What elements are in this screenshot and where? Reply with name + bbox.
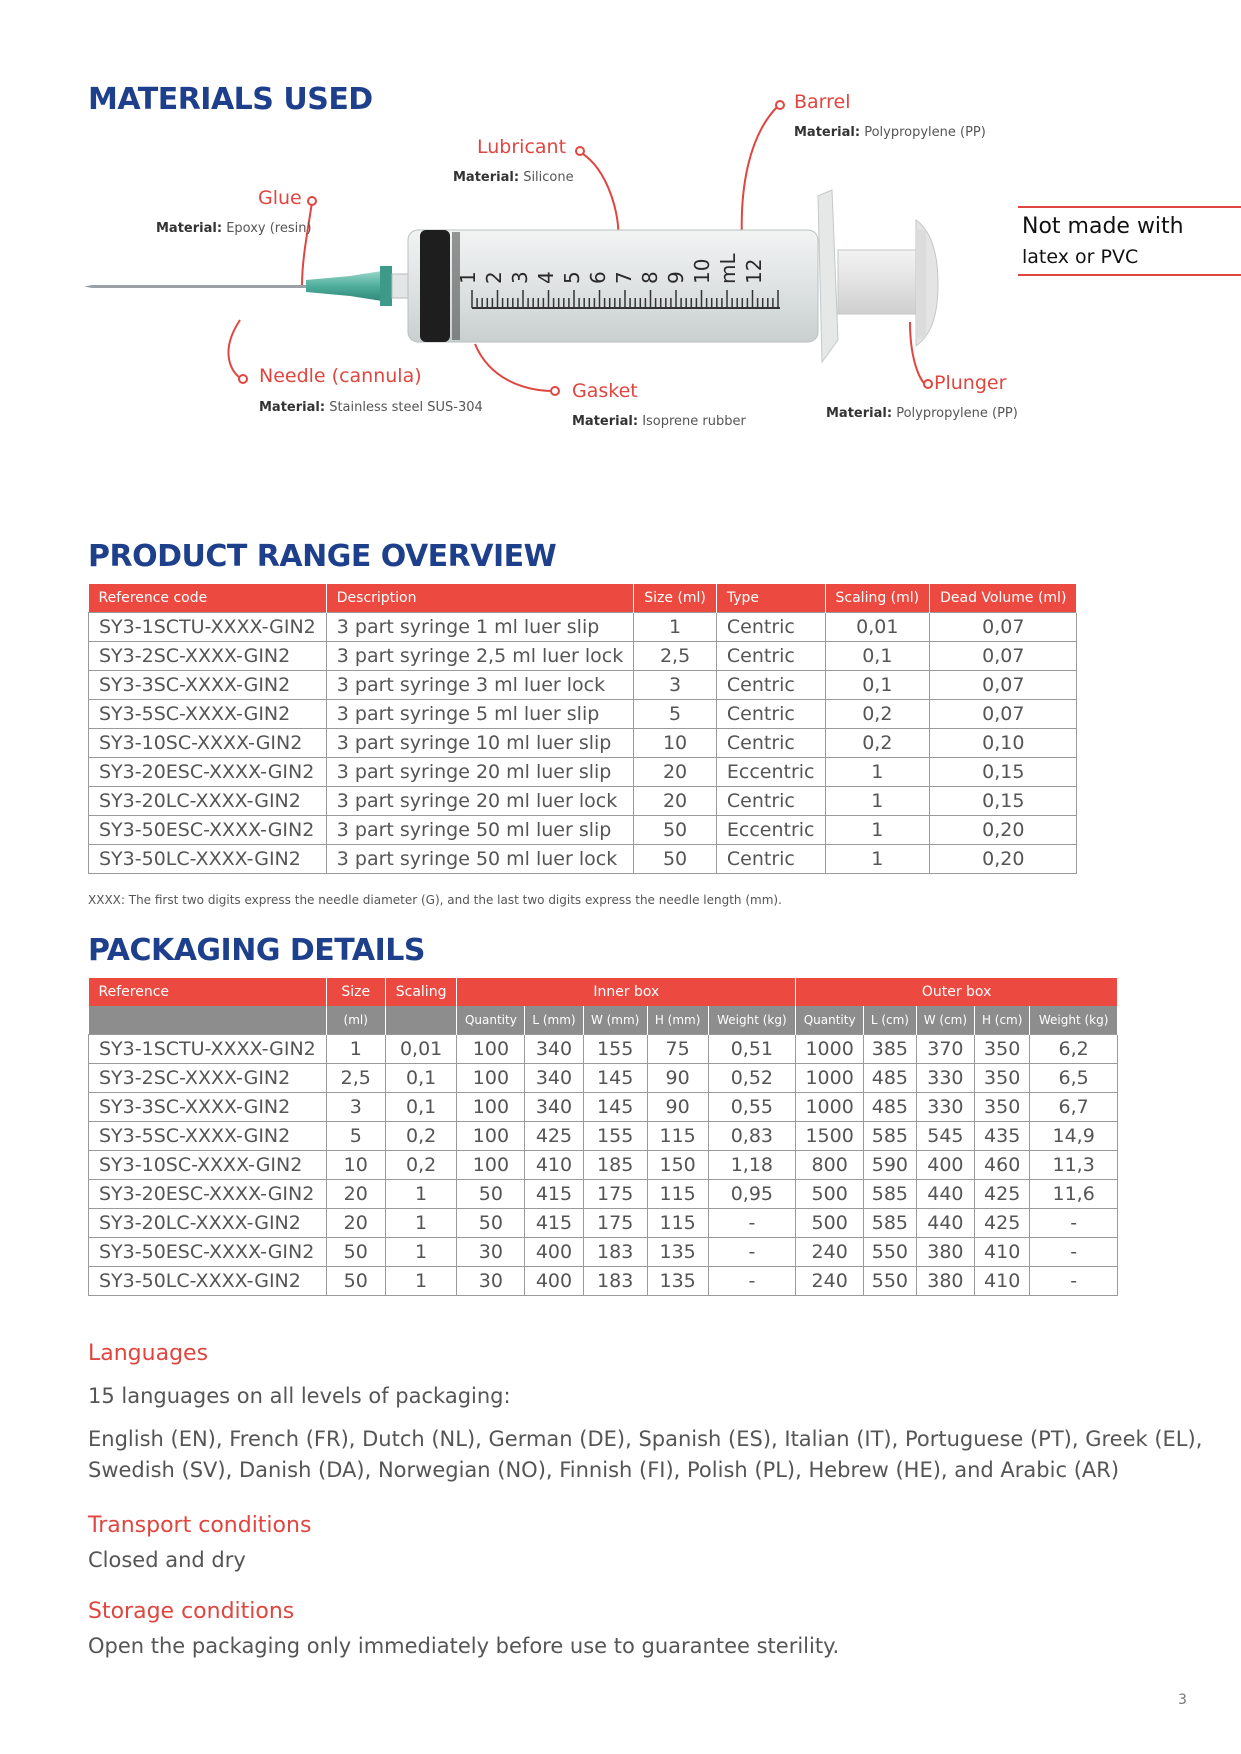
table-cell: 1000 <box>796 1093 864 1122</box>
table-cell: 0,07 <box>930 700 1077 729</box>
table-cell: 0,01 <box>385 1035 457 1064</box>
table-cell: 440 <box>916 1209 974 1238</box>
table-cell: Centric <box>716 613 825 642</box>
table-cell: 2,5 <box>326 1064 385 1093</box>
table-cell: 460 <box>975 1151 1030 1180</box>
col-scaling: Scaling (ml) <box>825 584 930 613</box>
table-cell: 0,1 <box>385 1093 457 1122</box>
table-cell: 30 <box>457 1238 525 1267</box>
table-cell: 800 <box>796 1151 864 1180</box>
scale-number: 5 <box>560 271 584 284</box>
storage-text: Open the packaging only immediately before use to guarantee sterility. <box>88 1634 840 1658</box>
product-range-title: PRODUCT RANGE OVERVIEW <box>88 539 557 574</box>
table-cell: 3 part syringe 10 ml luer slip <box>326 729 634 758</box>
table-cell: 100 <box>457 1064 525 1093</box>
barrel-label: Barrel <box>794 91 851 113</box>
table-row <box>89 700 1077 729</box>
table-row <box>89 1209 1118 1238</box>
table-cell: 340 <box>525 1064 583 1093</box>
table-cell: SY3-2SC-XXXX-GIN2 <box>89 642 327 671</box>
languages-title: Languages <box>88 1341 209 1366</box>
scale-number: 3 <box>508 271 532 284</box>
table-cell: SY3-50ESC-XXXX-GIN2 <box>89 1238 327 1267</box>
table-cell: 410 <box>525 1151 583 1180</box>
table-cell: 1 <box>385 1209 457 1238</box>
table-cell: 1 <box>825 787 930 816</box>
plunger-rod <box>838 250 918 314</box>
table-cell: 3 part syringe 50 ml luer slip <box>326 816 634 845</box>
barrel-shape <box>408 230 818 342</box>
table-row <box>89 671 1077 700</box>
table-cell: 240 <box>796 1238 864 1267</box>
page-number: 3 <box>1178 1692 1187 1708</box>
table-cell: 100 <box>457 1035 525 1064</box>
pk-sub-outer-w: W (cm) <box>916 1006 974 1035</box>
scale-number: mL <box>716 253 740 284</box>
table-cell: 1500 <box>796 1122 864 1151</box>
plunger-label: Plunger <box>934 372 1007 394</box>
table-cell: 0,1 <box>385 1064 457 1093</box>
table-cell: - <box>708 1238 796 1267</box>
table-cell: 6,5 <box>1030 1064 1118 1093</box>
glue-material: Material: Epoxy (resin) <box>156 221 312 236</box>
table-cell: 20 <box>326 1180 385 1209</box>
table-row <box>89 613 1077 642</box>
table-row <box>89 1035 1118 1064</box>
table-cell: 150 <box>647 1151 708 1180</box>
table-cell: 50 <box>457 1209 525 1238</box>
table-cell: 0,07 <box>930 671 1077 700</box>
table-cell: SY3-20LC-XXXX-GIN2 <box>89 787 327 816</box>
scale-number: 1 <box>456 271 480 284</box>
pk-sub-empty <box>89 1006 327 1035</box>
pk-sub-outer-qty: Quantity <box>796 1006 864 1035</box>
table-cell: 415 <box>525 1180 583 1209</box>
table-cell: 11,3 <box>1030 1151 1118 1180</box>
table-cell: 100 <box>457 1122 525 1151</box>
not-made-line1: Not made with <box>1022 214 1184 239</box>
table-cell: 3 part syringe 20 ml luer slip <box>326 758 634 787</box>
pk-sub-outer-h: H (cm) <box>975 1006 1030 1035</box>
table-cell: 1 <box>385 1238 457 1267</box>
scale-number: 9 <box>664 271 688 284</box>
table-cell: 115 <box>647 1209 708 1238</box>
table-cell: 183 <box>583 1267 647 1296</box>
col-dead-volume: Dead Volume (ml) <box>930 584 1077 613</box>
materials-title: MATERIALS USED <box>88 82 373 117</box>
table-cell: 585 <box>864 1122 917 1151</box>
table-cell: 425 <box>975 1209 1030 1238</box>
table-cell: Centric <box>716 642 825 671</box>
table-cell: 240 <box>796 1267 864 1296</box>
table-cell: 20 <box>634 787 717 816</box>
table-cell: 0,55 <box>708 1093 796 1122</box>
table-row <box>89 1064 1118 1093</box>
glue-leader <box>302 202 312 286</box>
table-cell: 425 <box>525 1122 583 1151</box>
table-cell: 3 <box>634 671 717 700</box>
table-cell: 3 part syringe 1 ml luer slip <box>326 613 634 642</box>
table-cell: - <box>1030 1209 1118 1238</box>
table-cell: 20 <box>326 1209 385 1238</box>
table-cell: 0,2 <box>825 700 930 729</box>
hub-shape <box>306 270 388 302</box>
pk-sub-inner-qty: Quantity <box>457 1006 525 1035</box>
table-cell: 0,15 <box>930 758 1077 787</box>
table-cell: 0,95 <box>708 1180 796 1209</box>
table-cell: 590 <box>864 1151 917 1180</box>
table-cell: 400 <box>916 1151 974 1180</box>
table-cell: 0,07 <box>930 642 1077 671</box>
table-cell: 185 <box>583 1151 647 1180</box>
table-cell: SY3-3SC-XXXX-GIN2 <box>89 671 327 700</box>
table-cell: 14,9 <box>1030 1122 1118 1151</box>
table-row <box>89 642 1077 671</box>
table-cell: 90 <box>647 1064 708 1093</box>
transport-title: Transport conditions <box>88 1513 312 1538</box>
table-cell: 0,15 <box>930 787 1077 816</box>
pk-sub-size-unit: (ml) <box>326 1006 385 1035</box>
table-cell: 400 <box>525 1238 583 1267</box>
table-row <box>89 1093 1118 1122</box>
table-cell: 3 <box>326 1093 385 1122</box>
packaging-title: PACKAGING DETAILS <box>88 933 426 968</box>
lubricant-material: Material: Silicone <box>453 170 574 185</box>
col-reference-code: Reference code <box>89 584 327 613</box>
table-cell: 2,5 <box>634 642 717 671</box>
table-cell: Eccentric <box>716 758 825 787</box>
table-cell: 0,20 <box>930 816 1077 845</box>
table-cell: SY3-50LC-XXXX-GIN2 <box>89 1267 327 1296</box>
table-cell: SY3-20ESC-XXXX-GIN2 <box>89 1180 327 1209</box>
scale-number: 8 <box>638 271 662 284</box>
table-cell: 435 <box>975 1122 1030 1151</box>
barrel-material: Material: Polypropylene (PP) <box>794 125 986 140</box>
table-cell: 11,6 <box>1030 1180 1118 1209</box>
barrel-leader <box>742 106 778 240</box>
table-cell: 340 <box>525 1093 583 1122</box>
needle-leader <box>228 320 240 378</box>
languages-line2: Swedish (SV), Danish (DA), Norwegian (NO), Finnish (FI), Polish (PL), Hebrew (HE), and Arabic (AR) <box>88 1458 1120 1482</box>
table-cell: 6,7 <box>1030 1093 1118 1122</box>
table-cell: - <box>1030 1267 1118 1296</box>
table-cell: 50 <box>634 816 717 845</box>
table-cell: 50 <box>326 1267 385 1296</box>
table-cell: 585 <box>864 1209 917 1238</box>
table-cell: 350 <box>975 1035 1030 1064</box>
table-cell: SY3-10SC-XXXX-GIN2 <box>89 729 327 758</box>
pk-col-inner-box: Inner box <box>457 978 796 1006</box>
table-cell: 75 <box>647 1035 708 1064</box>
table-cell: 1 <box>825 816 930 845</box>
table-cell: 183 <box>583 1238 647 1267</box>
table-cell: 350 <box>975 1093 1030 1122</box>
table-cell: 340 <box>525 1035 583 1064</box>
table-cell: Eccentric <box>716 816 825 845</box>
table-cell: 550 <box>864 1267 917 1296</box>
plunger-material: Material: Polypropylene (PP) <box>826 406 1018 421</box>
table-row <box>89 1180 1118 1209</box>
col-size: Size (ml) <box>634 584 717 613</box>
table-cell: 3 part syringe 2,5 ml luer lock <box>326 642 634 671</box>
glue-label: Glue <box>258 187 302 209</box>
table-cell: 0,07 <box>930 613 1077 642</box>
table-cell: 10 <box>634 729 717 758</box>
table-row <box>89 729 1077 758</box>
needle-label: Needle (cannula) <box>259 365 422 387</box>
scale-number: 10 <box>690 258 714 284</box>
table-cell: 145 <box>583 1064 647 1093</box>
table-cell: 380 <box>916 1267 974 1296</box>
table-cell: 0,01 <box>825 613 930 642</box>
table-cell: 3 part syringe 3 ml luer lock <box>326 671 634 700</box>
table-cell: 0,83 <box>708 1122 796 1151</box>
table-row <box>89 1122 1118 1151</box>
table-cell: 1 <box>825 758 930 787</box>
table-row <box>89 1151 1118 1180</box>
not-made-with-callout <box>1018 206 1241 276</box>
table-cell: 3 part syringe 50 ml luer lock <box>326 845 634 874</box>
not-made-line2: latex or PVC <box>1022 246 1139 268</box>
table-cell: 50 <box>457 1180 525 1209</box>
table-cell: SY3-50ESC-XXXX-GIN2 <box>89 816 327 845</box>
table-cell: 1,18 <box>708 1151 796 1180</box>
scale-number: 7 <box>612 271 636 284</box>
table-cell: 0,2 <box>825 729 930 758</box>
pk-col-outer-box: Outer box <box>796 978 1118 1006</box>
table-cell: SY3-1SCTU-XXXX-GIN2 <box>89 1035 327 1064</box>
table-cell: Centric <box>716 671 825 700</box>
pk-sub-empty-2 <box>385 1006 457 1035</box>
gasket-shape <box>420 230 450 342</box>
table-cell: 0,52 <box>708 1064 796 1093</box>
table-cell: 0,20 <box>930 845 1077 874</box>
table-row <box>89 816 1077 845</box>
table-cell: - <box>708 1267 796 1296</box>
table-cell: 100 <box>457 1093 525 1122</box>
table-cell: 330 <box>916 1064 974 1093</box>
table-cell: 0,1 <box>825 642 930 671</box>
table-cell: 500 <box>796 1180 864 1209</box>
table-cell: 90 <box>647 1093 708 1122</box>
table-cell: 585 <box>864 1180 917 1209</box>
table-cell: 5 <box>634 700 717 729</box>
table-row <box>89 787 1077 816</box>
table-cell: 485 <box>864 1093 917 1122</box>
table-cell: 0,10 <box>930 729 1077 758</box>
packaging-table <box>88 978 1118 1296</box>
gasket-label: Gasket <box>572 380 638 402</box>
table-row <box>89 1238 1118 1267</box>
table-cell: 350 <box>975 1064 1030 1093</box>
table-cell: SY3-20LC-XXXX-GIN2 <box>89 1209 327 1238</box>
table-cell: 1 <box>326 1035 385 1064</box>
table-cell: 370 <box>916 1035 974 1064</box>
table-cell: 410 <box>975 1267 1030 1296</box>
languages-intro: 15 languages on all levels of packaging: <box>88 1384 511 1408</box>
needle-shape <box>92 285 306 288</box>
pk-sub-inner-h: H (mm) <box>647 1006 708 1035</box>
pk-sub-inner-weight: Weight (kg) <box>708 1006 796 1035</box>
table-cell: 1 <box>825 845 930 874</box>
pk-sub-outer-l: L (cm) <box>864 1006 917 1035</box>
pk-col-reference: Reference <box>89 978 327 1006</box>
table-cell: 440 <box>916 1180 974 1209</box>
table-cell: SY3-10SC-XXXX-GIN2 <box>89 1151 327 1180</box>
table-cell: 5 <box>326 1122 385 1151</box>
table-cell: 0,1 <box>825 671 930 700</box>
table-cell: 485 <box>864 1064 917 1093</box>
col-description: Description <box>326 584 634 613</box>
table-cell: 6,2 <box>1030 1035 1118 1064</box>
table-cell: SY3-20ESC-XXXX-GIN2 <box>89 758 327 787</box>
table-cell: 0,2 <box>385 1122 457 1151</box>
table-cell: 50 <box>326 1238 385 1267</box>
table-cell: Centric <box>716 845 825 874</box>
pk-sub-inner-w: W (mm) <box>583 1006 647 1035</box>
table-row <box>89 845 1077 874</box>
table-cell: 100 <box>457 1151 525 1180</box>
table-cell: 115 <box>647 1180 708 1209</box>
table-cell: Centric <box>716 787 825 816</box>
transport-text: Closed and dry <box>88 1548 246 1572</box>
table-cell: 155 <box>583 1035 647 1064</box>
table-cell: 1 <box>385 1267 457 1296</box>
gasket-leader <box>475 344 550 391</box>
table-cell: 3 part syringe 5 ml luer slip <box>326 700 634 729</box>
languages-line1: English (EN), French (FR), Dutch (NL), German (DE), Spanish (ES), Italian (IT), Portuguese (PT), Greek (EL), <box>88 1427 1203 1451</box>
table-cell: 1000 <box>796 1064 864 1093</box>
table-cell: 500 <box>796 1209 864 1238</box>
table-cell: 155 <box>583 1122 647 1151</box>
scale-number: 6 <box>586 271 610 284</box>
table-cell: 30 <box>457 1267 525 1296</box>
scale-number: 2 <box>482 271 506 284</box>
table-cell: 385 <box>864 1035 917 1064</box>
table-cell: 175 <box>583 1209 647 1238</box>
scale-number: 12 <box>742 258 766 284</box>
table-cell: 145 <box>583 1093 647 1122</box>
pk-col-scaling: Scaling <box>385 978 457 1006</box>
lubricant-label: Lubricant <box>477 136 567 158</box>
pk-sub-inner-l: L (mm) <box>525 1006 583 1035</box>
needle-material: Material: Stainless steel SUS-304 <box>259 400 483 415</box>
table-cell: 175 <box>583 1180 647 1209</box>
table-cell: SY3-5SC-XXXX-GIN2 <box>89 1122 327 1151</box>
table-cell: SY3-5SC-XXXX-GIN2 <box>89 700 327 729</box>
table-row <box>89 1267 1118 1296</box>
product-range-table <box>88 584 1077 874</box>
table-cell: 3 part syringe 20 ml luer lock <box>326 787 634 816</box>
table-cell: SY3-3SC-XXXX-GIN2 <box>89 1093 327 1122</box>
flange-shape <box>818 190 838 362</box>
packaging-subheader-row <box>89 1006 1118 1035</box>
table-cell: Centric <box>716 729 825 758</box>
scale-number: 4 <box>534 271 558 284</box>
table-cell: SY3-50LC-XXXX-GIN2 <box>89 845 327 874</box>
table-cell: SY3-2SC-XXXX-GIN2 <box>89 1064 327 1093</box>
table-cell: 545 <box>916 1122 974 1151</box>
table-cell: 1 <box>634 613 717 642</box>
table-cell: - <box>708 1209 796 1238</box>
table-cell: 20 <box>634 758 717 787</box>
table-cell: 410 <box>975 1238 1030 1267</box>
table-row <box>89 758 1077 787</box>
table-cell: 380 <box>916 1238 974 1267</box>
table-cell: 135 <box>647 1267 708 1296</box>
table-cell: 0,2 <box>385 1151 457 1180</box>
table-cell: Centric <box>716 700 825 729</box>
table-cell: 425 <box>975 1180 1030 1209</box>
lubricant-leader <box>580 152 618 236</box>
table-cell: 115 <box>647 1122 708 1151</box>
reference-note: XXXX: The first two digits express the needle diameter (G), and the last two digits express the needle length (mm). <box>88 893 782 907</box>
table-cell: 330 <box>916 1093 974 1122</box>
table-cell: 415 <box>525 1209 583 1238</box>
product-range-header-row <box>89 584 1077 613</box>
storage-title: Storage conditions <box>88 1599 295 1624</box>
table-cell: SY3-1SCTU-XXXX-GIN2 <box>89 613 327 642</box>
table-cell: 400 <box>525 1267 583 1296</box>
pk-col-size: Size <box>326 978 385 1006</box>
table-cell: 10 <box>326 1151 385 1180</box>
table-cell: 135 <box>647 1238 708 1267</box>
table-cell: 1 <box>385 1180 457 1209</box>
table-cell: 550 <box>864 1238 917 1267</box>
packaging-header-row <box>89 978 1118 1006</box>
col-type: Type <box>716 584 825 613</box>
table-cell: 50 <box>634 845 717 874</box>
table-cell: 0,51 <box>708 1035 796 1064</box>
table-cell: 1000 <box>796 1035 864 1064</box>
pk-sub-outer-weight: Weight (kg) <box>1030 1006 1118 1035</box>
table-cell: - <box>1030 1238 1118 1267</box>
gasket-material: Material: Isoprene rubber <box>572 414 746 429</box>
